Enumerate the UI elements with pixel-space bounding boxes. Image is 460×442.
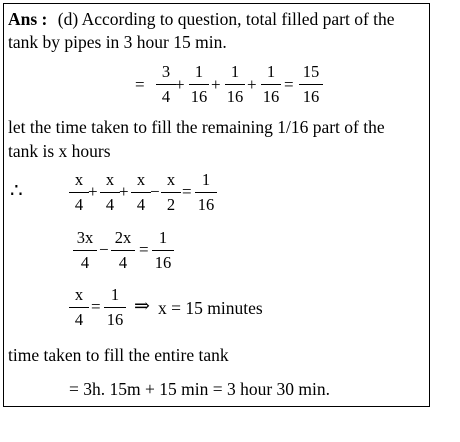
let-line-2: tank is x hours — [8, 141, 111, 161]
fraction: 1 16 — [262, 62, 280, 106]
eq1-equals: = — [135, 75, 145, 94]
fraction: 2x 4 — [110, 228, 136, 272]
fraction: 3x 4 — [72, 228, 98, 272]
fraction: 1 16 — [151, 228, 175, 272]
final-line: = 3h. 15m + 15 min = 3 hour 30 min. — [69, 379, 330, 399]
fraction: x 2 — [160, 170, 182, 214]
fraction: x 4 — [130, 170, 152, 214]
fraction: x 4 — [99, 170, 121, 214]
intro-text: (d) According to question, total filled part of the — [57, 9, 395, 29]
answer-label: Ans : — [8, 9, 48, 29]
fraction: x 4 — [68, 170, 90, 214]
conclusion-text: x = 15 minutes — [158, 298, 263, 318]
fraction: 1 16 — [194, 170, 218, 214]
fraction: 15 16 — [298, 62, 324, 106]
fraction: 1 16 — [190, 62, 208, 106]
fraction: 3 4 — [155, 62, 177, 106]
total-line: time taken to fill the entire tank — [8, 345, 229, 365]
intro-line-2: tank by pipes in 3 hour 15 min. — [8, 32, 227, 52]
fraction: 1 16 — [226, 62, 244, 106]
fraction: x 4 — [68, 285, 90, 329]
let-line: let the time taken to fill the remaining 1/16 part of the — [8, 117, 385, 137]
intro-line — [8, 9, 395, 29]
therefore-symbol: ∴ — [10, 180, 23, 202]
fraction: 1 16 — [103, 285, 127, 329]
implies-arrow-icon: ⇒ — [134, 296, 150, 317]
